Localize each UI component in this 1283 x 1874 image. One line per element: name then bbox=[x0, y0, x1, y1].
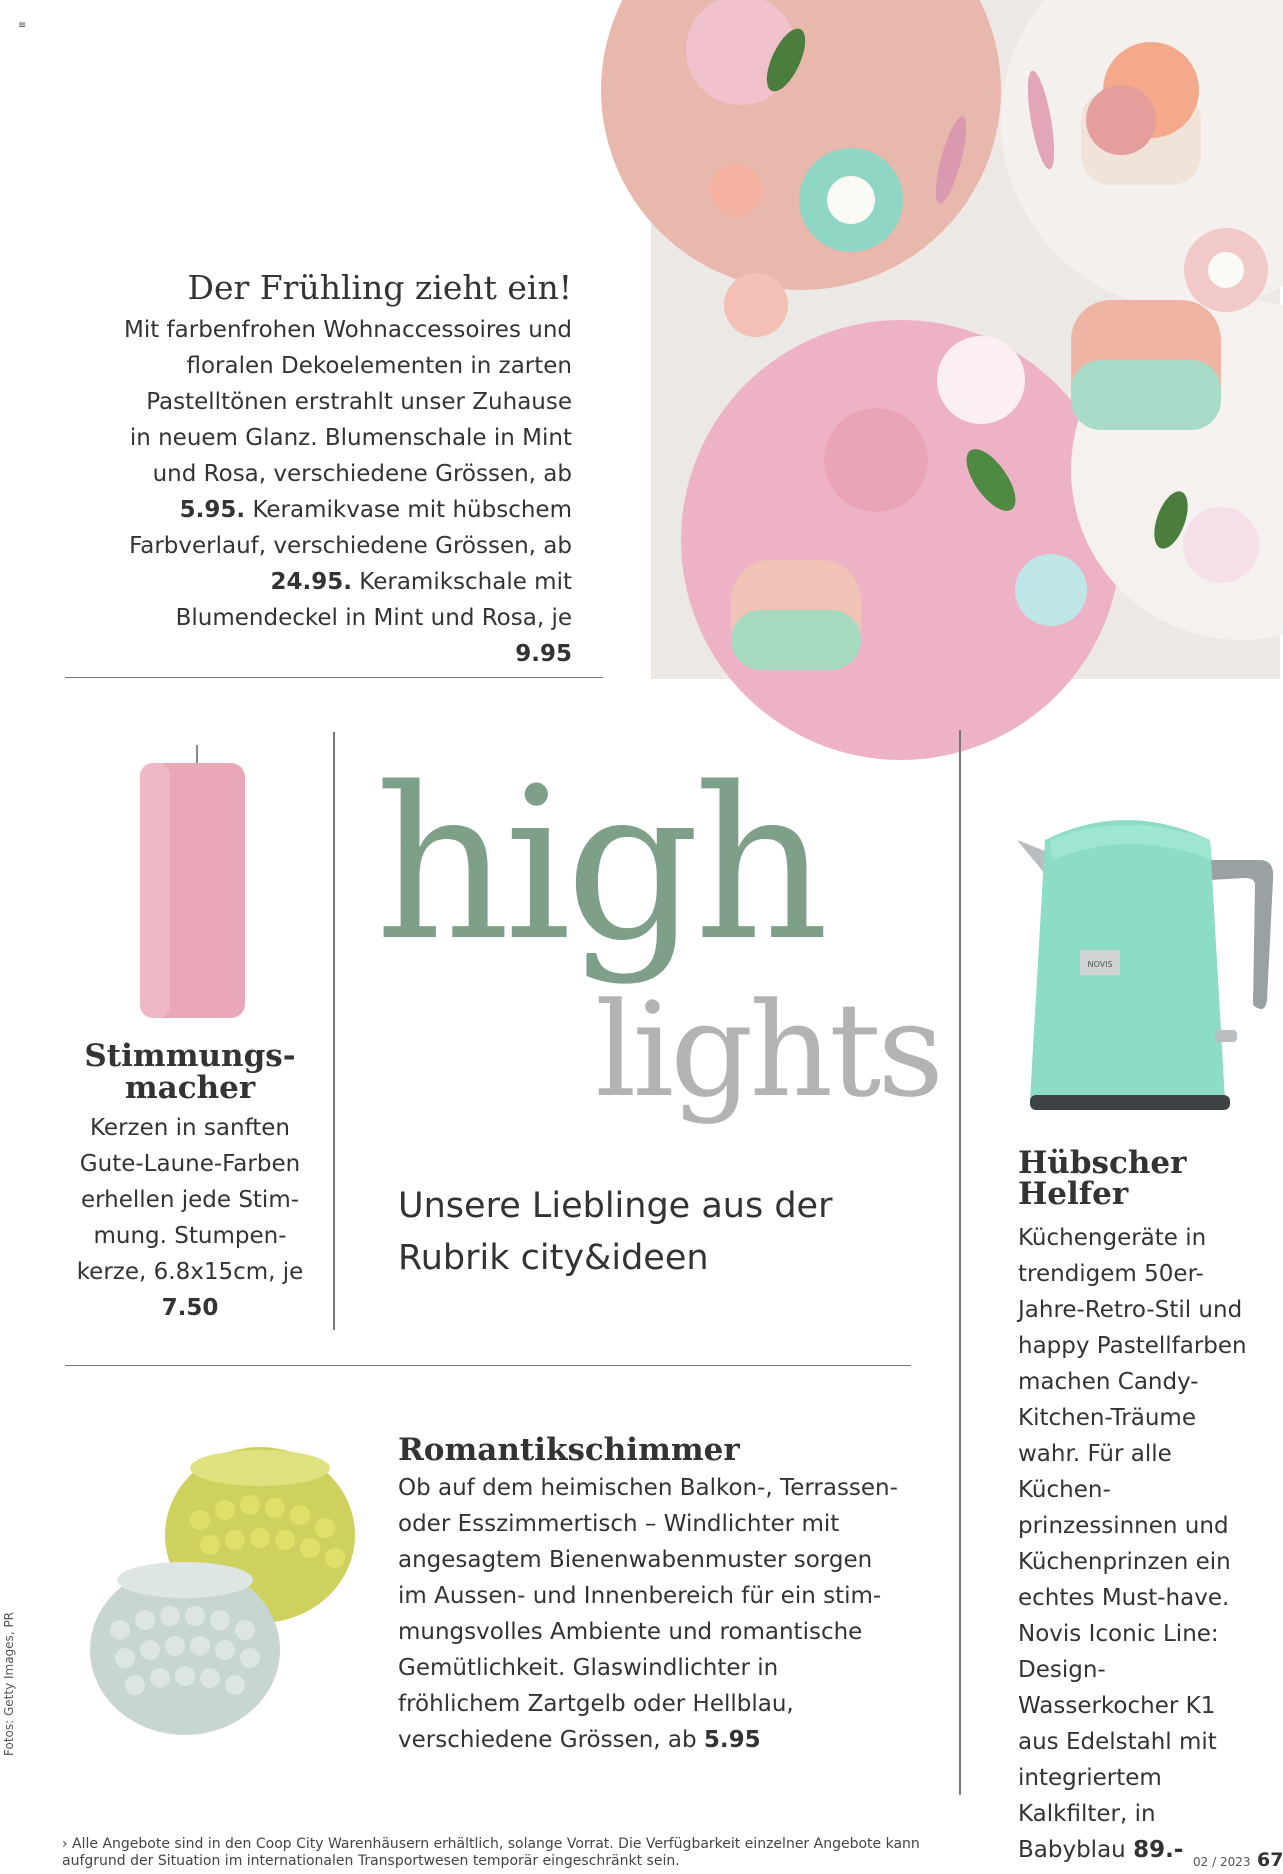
highlights-title-lights: lights bbox=[595, 974, 941, 1126]
lantern-title: Romantikschimmer bbox=[398, 1432, 740, 1468]
divider-right bbox=[959, 730, 961, 1795]
intro-section bbox=[120, 268, 572, 672]
candle-text: Kerzen in sanften Gute-Laune-Farben erhellen jede Stim- mung. Stumpen- kerze, 6.8x15cm, je 7.50 bbox=[76, 1115, 304, 1321]
divider-top bbox=[65, 677, 603, 678]
lantern-image bbox=[90, 1440, 370, 1750]
footer-note: › Alle Angebote sind in den Coop City Warenhäusern erhältlich, solange Vorrat. Die Verfügbarkeit einzelner Angebote kann aufgrund der Situation im internationalen Transportwesen temporär eingeschränkt sein. bbox=[62, 1836, 920, 1869]
photo-credit: Fotos: Getty Images, PR bbox=[2, 1611, 16, 1756]
candle-image bbox=[130, 745, 255, 1020]
candle-title: Stimmungs- macher bbox=[84, 1038, 296, 1106]
highlights-subtitle: Unsere Lieblinge aus der Rubrik city&ideen bbox=[398, 1186, 833, 1278]
page-number: 67 bbox=[1257, 1849, 1283, 1871]
lantern-text: Ob auf dem heimischen Balkon-, Terrassen- oder Esszimmertisch – Windlichter mit angesagtem Bienenwabenmuster sorgen im Aussen- und Innenbereich für ein stim- mungsvolles Ambiente und romantische Gemütlichkeit. Glaswindlichter in fröhlichem Zartgelb oder Hellblau, verschiedene Grössen, ab 5.95 bbox=[398, 1475, 898, 1753]
spring-decor-photo bbox=[651, 0, 1280, 679]
kettle-title: Hübscher Helfer bbox=[1018, 1145, 1187, 1212]
intro-text: Mit farbenfrohen Wohnaccessoires und floralen Dekoelementen in zarten Pastelltönen erstrahlt unser Zuhause in neuem Glanz. Blumenschale in Mint und Rosa, verschiedene Grössen, ab 5.95. Keramikvase mit hübschem Farbverlauf, verschiedene Grössen, ab 24.95. Keramikschale mit Blumendeckel in Mint und Rosa, je 9.95 bbox=[123, 317, 572, 667]
intro-title: Der Frühling zieht ein! bbox=[187, 268, 572, 307]
kettle-text: Küchengeräte in trendigem 50er- Jahre-Retro-Stil und happy Pastellfarben machen Candy- Kitchen-Träume wahr. Für alle Küchen- prinzessinnen und Küchenprinzen ein echtes Must-have. Novis Iconic Line: Design-Wasserkocher K1 aus Edelstahl mit integriertem Kalkfilter, in Babyblau 89.- bbox=[1018, 1225, 1247, 1863]
kettle-brand-label: NOVIS bbox=[1087, 960, 1113, 969]
divider-left bbox=[333, 732, 335, 1330]
menu-icon: ≡ bbox=[18, 20, 27, 31]
kettle-image bbox=[1005, 800, 1280, 1130]
divider-middle bbox=[65, 1365, 911, 1366]
footer-issue: 02 / 2023 bbox=[1193, 1855, 1251, 1869]
highlights-title-high: high bbox=[375, 742, 824, 987]
